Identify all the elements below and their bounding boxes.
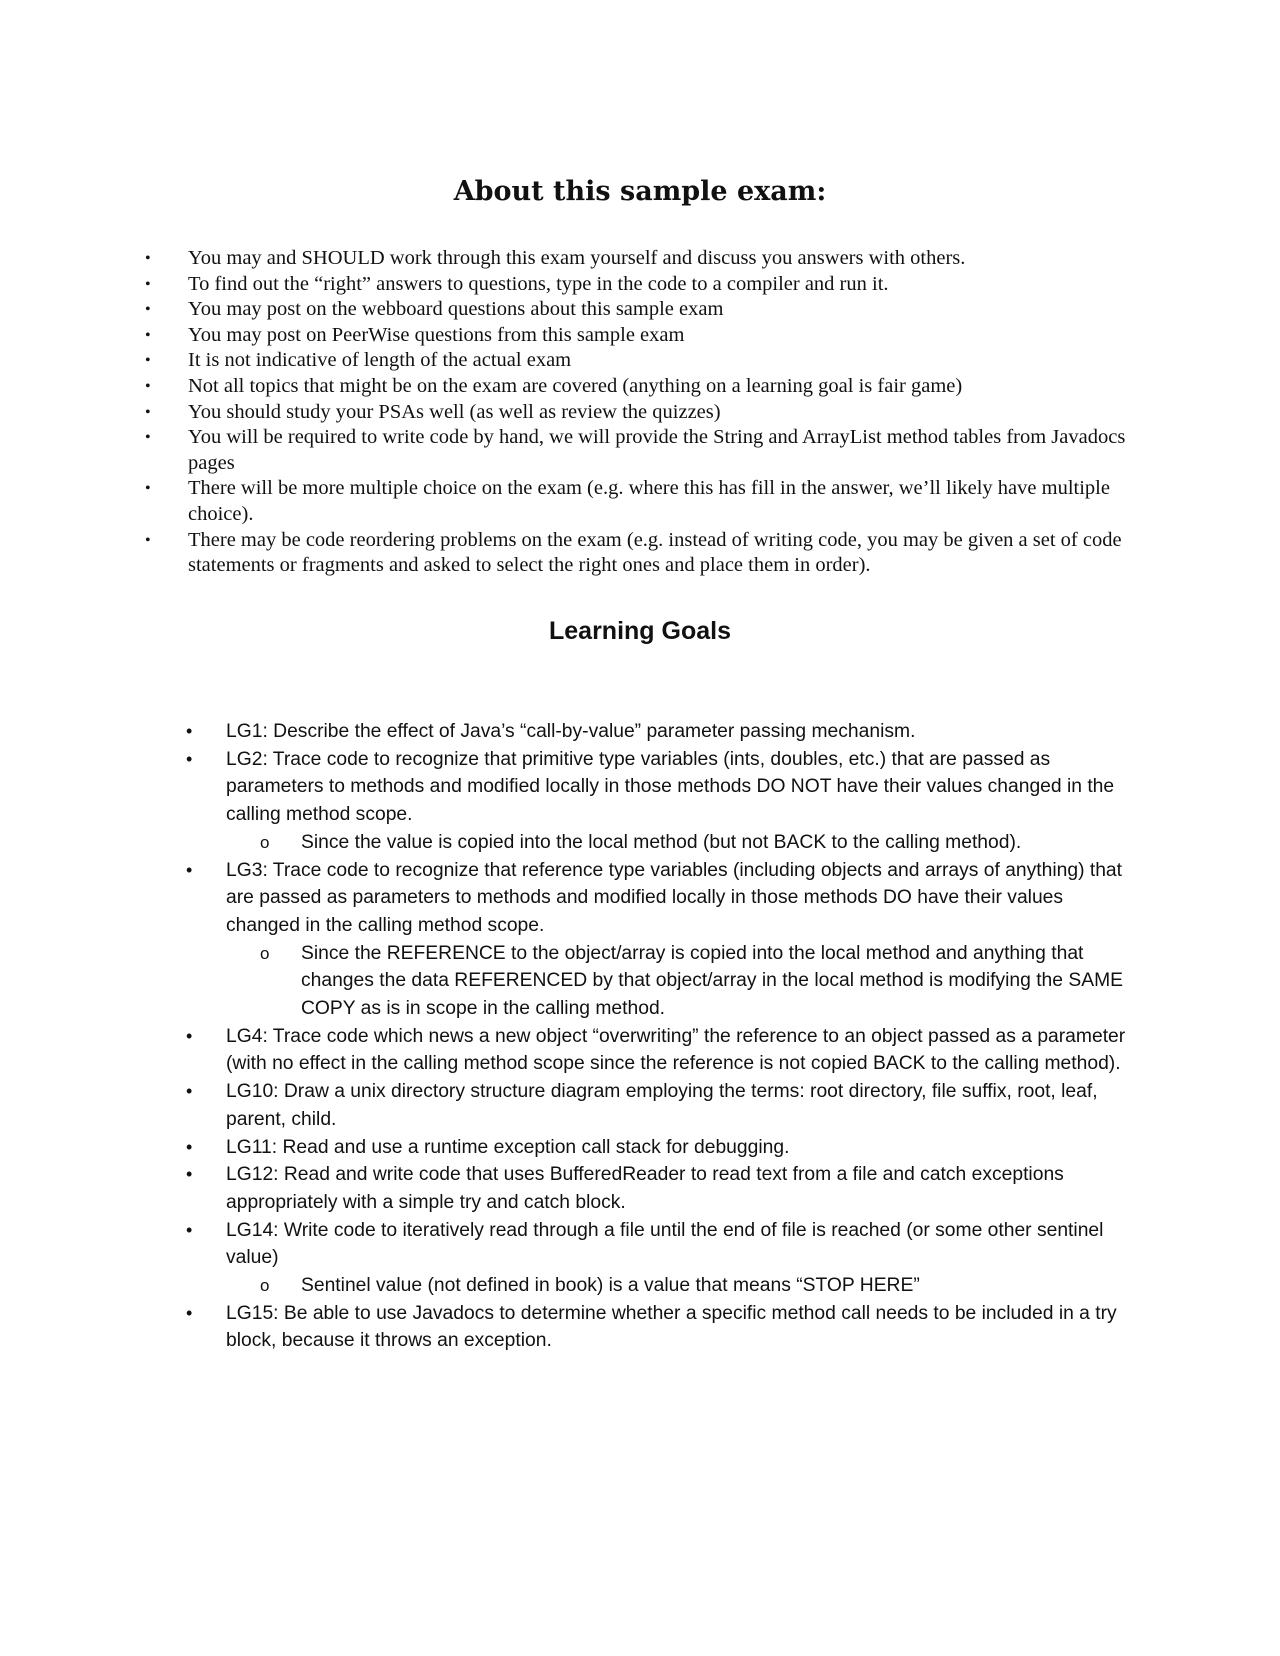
- learning-goals-title: Learning Goals: [549, 617, 731, 645]
- about-item: [145, 374, 1130, 400]
- learning-goal-subitem-text: Sentinel value (not defined in book) is a value that means “STOP HERE”: [301, 1275, 920, 1297]
- learning-goal-text: LG3: Trace code to recognize that reference type variables (including objects and arrays of anything) that are passed as parameters to methods and modified locally in those methods DO have their values changed in the calling method scope.: [226, 859, 1123, 936]
- circle-bullet-icon: o: [260, 832, 270, 852]
- about-item: [145, 348, 1130, 374]
- learning-goal-sublist: [226, 940, 1136, 1023]
- learning-goal-item: [186, 1300, 1136, 1355]
- learning-goal-subitem: [226, 829, 1136, 857]
- bullet-icon: •: [186, 1025, 193, 1046]
- about-item-text: It is not indicative of length of the actual exam: [188, 349, 572, 372]
- about-item-text: You may and SHOULD work through this exam yourself and discuss you answers with others.: [188, 247, 966, 269]
- learning-goal-item: [186, 1078, 1136, 1133]
- about-item-text: You should study your PSAs well (as well as review the quizzes): [188, 400, 721, 423]
- about-title: About this sample exam:: [453, 176, 827, 207]
- about-item-text: To find out the “right” answers to questions, type in the code to a compiler and run it.: [188, 272, 889, 295]
- bullet-icon: •: [186, 859, 193, 880]
- bullet-icon: •: [186, 1081, 193, 1102]
- bullet-icon: •: [186, 1219, 193, 1240]
- learning-goal-text: LG12: Read and write code that uses BufferedReader to read text from a file and catch exceptions appropriately with a simple try and catch block.: [226, 1164, 1064, 1213]
- about-item-text: You may post on PeerWise questions from this sample exam: [188, 323, 685, 346]
- learning-goal-item: [186, 1161, 1136, 1216]
- bullet-icon: •: [145, 429, 151, 447]
- about-item: [145, 272, 1130, 298]
- circle-bullet-icon: o: [260, 943, 270, 963]
- bullet-icon: •: [145, 301, 151, 319]
- learning-goal-subitem-text: Since the REFERENCE to the object/array is copied into the local method and anything that changes the data REFERENCED by that object/array in the local method is modifying the SAME COPY as is in scope in the calling method.: [301, 942, 1123, 1020]
- learning-goal-subitem-text: Since the value is copied into the local method (but not BACK to the calling method).: [301, 831, 1022, 853]
- learning-goal-item: [186, 1134, 1136, 1162]
- learning-goal-subitem: [226, 1272, 1136, 1300]
- about-item-text: You may post on the webboard questions about this sample exam: [188, 298, 724, 321]
- about-item: [145, 246, 1130, 272]
- learning-goal-text: LG11: Read and use a runtime exception call stack for debugging.: [226, 1136, 790, 1158]
- bullet-icon: •: [145, 275, 151, 293]
- learning-goal-item: [186, 746, 1136, 857]
- learning-goal-text: LG14: Write code to iteratively read through a file until the end of file is reached (or some other sentinel value): [226, 1219, 1104, 1269]
- learning-goal-text: LG10: Draw a unix directory structure diagram employing the terms: root directory, file suffix, root, leaf, parent, child.: [226, 1081, 1098, 1130]
- about-item-text: You will be required to write code by hand, we will provide the String and ArrayList method tables from Javadocs pages: [188, 426, 1126, 474]
- bullet-icon: •: [145, 377, 151, 395]
- learning-goal-item: [186, 857, 1136, 1023]
- about-item: [145, 323, 1130, 349]
- bullet-icon: •: [145, 480, 151, 498]
- learning-goal-sublist: [226, 829, 1136, 857]
- about-item-text: There will be more multiple choice on the exam (e.g. where this has fill in the answer, we’ll likely have multiple choice).: [188, 477, 1110, 525]
- circle-bullet-icon: o: [260, 1276, 270, 1296]
- about-item-text: Not all topics that might be on the exam are covered (anything on a learning goal is fair game): [188, 374, 963, 397]
- learning-goal-sublist: [226, 1272, 1136, 1300]
- learning-goal-subitem: [226, 940, 1136, 1023]
- bullet-icon: •: [186, 748, 193, 769]
- about-item: [145, 400, 1130, 426]
- about-list: [145, 246, 1130, 579]
- learning-goal-text: LG4: Trace code which news a new object “overwriting” the reference to an object passed as a parameter (with no effect in the calling method scope since the reference is not copied BACK to the calling method).: [226, 1025, 1126, 1075]
- learning-goal-item: [186, 1023, 1136, 1078]
- bullet-icon: •: [145, 403, 151, 421]
- bullet-icon: •: [145, 326, 151, 344]
- bullet-icon: •: [145, 531, 151, 549]
- learning-goals-list: [186, 718, 1136, 1355]
- about-item: [145, 476, 1130, 527]
- about-item: [145, 528, 1130, 579]
- bullet-icon: •: [145, 352, 151, 370]
- bullet-icon: •: [186, 1136, 193, 1157]
- learning-goal-text: LG1: Describe the effect of Java’s “call-by-value” parameter passing mechanism.: [226, 721, 916, 742]
- learning-goal-item: [186, 1217, 1136, 1300]
- learning-goal-item: [186, 718, 1136, 746]
- bullet-icon: •: [186, 1164, 193, 1185]
- bullet-icon: •: [145, 250, 151, 267]
- about-item: [145, 297, 1130, 323]
- about-item-text: There may be code reordering problems on the exam (e.g. instead of writing code, you may be given a set of code statements or fragments and asked to select the right ones and place them in order).: [188, 528, 1122, 577]
- about-item: [145, 425, 1130, 476]
- bullet-icon: •: [186, 1302, 193, 1323]
- learning-goal-text: LG15: Be able to use Javadocs to determine whether a specific method call needs to be included in a try block, because it throws an exception.: [226, 1302, 1117, 1352]
- learning-goal-text: LG2: Trace code to recognize that primitive type variables (ints, doubles, etc.) that are passed as parameters to methods and modified locally in those methods DO NOT have their values changed in the calling method scope.: [226, 748, 1115, 826]
- bullet-icon: •: [186, 721, 193, 741]
